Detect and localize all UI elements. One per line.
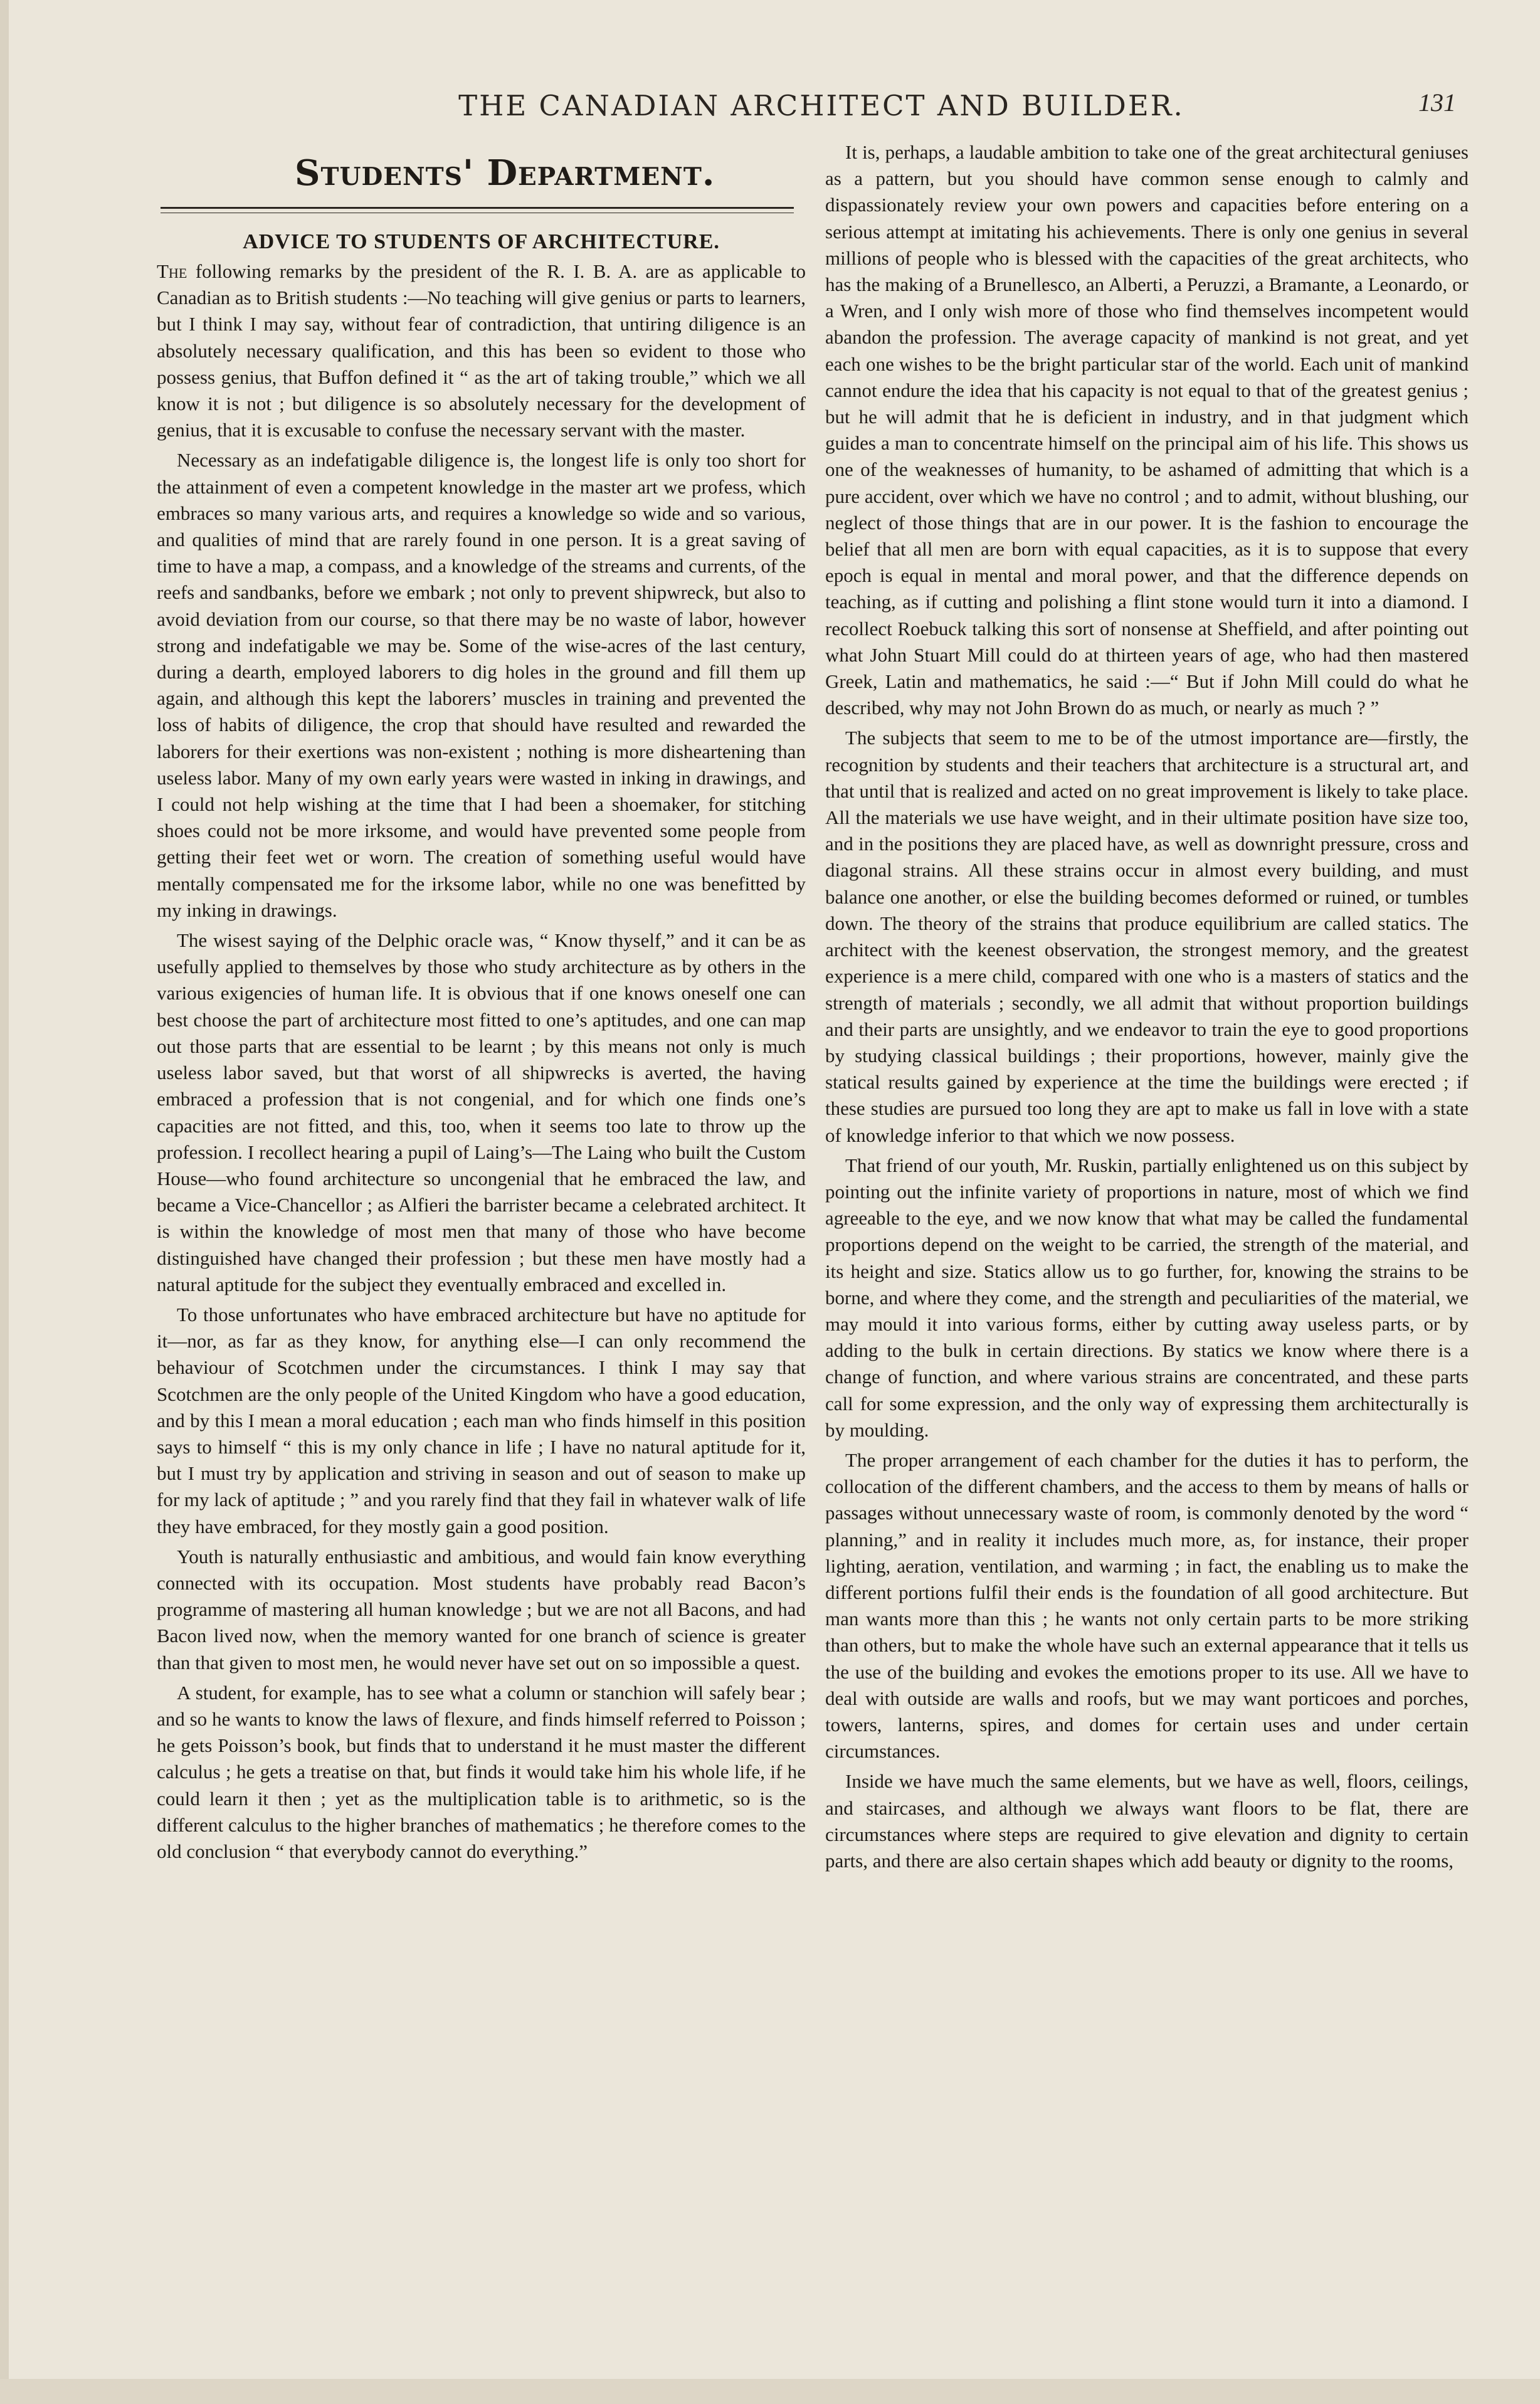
paragraph: It is, perhaps, a laudable ambition to take one of the great architectural geniuses as a pattern, but you should have common sense enough to calmly and dispassionately review your own powers and capacities before entering on a serious attempt at imitating his achievements. There is only one genius in several millions of people who is blessed with the capacities of the great architects, who has the making of a Brunellesco, an Alberti, a Peruzzi, a Bramante, a Leonardo, or a Wren, and I only wish more of those who find themselves incompetent would abandon the profession. The average capacity of mankind is not great, and yet each one wishes to be the bright particular star of the world. Each unit of mankind cannot endure the idea that his capacity is not equal to that of the greatest genius ; but he will admit that he is deficient in industry, and in that judgment which guides a man to concentrate himself on the principal aim of his life. This shows us one of the weaknesses of humanity, to be ashamed of admitting that which is a pure accident, over which we have no control ; and to admit, without blushing, our neglect of those things that are in our power. It is the fashion to encourage the belief that all men are born with equal capacities, as it is to suppose that every epoch is equal in mental and moral power, and that the difference depends on teaching, as if cutting and polishing a flint stone would turn it into a diamond. I recollect Roebuck talking this sort of nonsense at Sheffield, and after pointing out what John Stuart Mill could do at thirteen years of age, who had then mastered Greek, Latin and mathematics, he said :—“ But if John Mill could do what he described, why may not John Brown do as much, or nearly as much ? ” [825,141,1469,719]
paragraph: The proper arrangement of each chamber for the duties it has to perform, the collocation of the different chambers, and the access to them by means of halls or passages without unnecessary waste of room, is commonly denoted by the word “ planning,” and in reality it includes much more, as, for instance, their proper lighting, aeration, ventilation, and warming ; in fact, the enabling us to make the different portions fulfil their ends is the foundation of all good architecture. But man wants more than this ; he wants not only certain parts to be more striking than others, but to make the whole have such an external appearance that it tells us the use of the building and evokes the emotions proper to its use. All we have to deal with outside are walls and roofs, but we may want porticoes and porches, towers, lanterns, spires, and domes for certain uses and under certain circumstances. [825,1448,1469,1763]
paragraph: The subjects that seem to me to be of the utmost importance are—firstly, the recognition by students and their teachers that architecture is a structural art, and that until that is realized and acted on no great improvement is likely to take place. All the materials we use have weight, and in their ultimate position have size too, and in the positions they are placed have, as well as downright pressure, cross and diagonal strains. All these strains occur in almost every building, and must balance one another, or else the building becomes deformed or ruined, or tumbles down. The theory of the strains that produce equilibrium are called statics. The architect with the keenest observation, the strongest memory, and the greatest experience is a mere child, compared with one who is a masters of statics and the strength of materials ; secondly, we all admit that without proportion buildings and their parts are unsightly, and we endeavor to train the eye to good proportions by studying classical buildings ; their proportions, however, mainly give the statical results gained by experience at the time the buildings were erected ; if these studies are pursued too long they are apt to make us fall in love with a state of knowledge inferior to that which we now possess. [825,727,1469,1146]
page-number: 131 [1418,88,1456,117]
running-head: THE CANADIAN ARCHITECT AND BUILDER. [458,89,1184,122]
paragraph-text: following remarks by the president of the R. I. B. A. are as applicable to Canadian as to British students :—No teaching will give genius or parts to learners, but I think I may say, without fear of contradiction, that untiring diligence is an absolutely necessary qualification, and this has been so evident to those who possess genius, that Buffon defined it “ as the art of taking trouble,” which we all know it is not ; but diligence is so absolutely necessary for the development of genius, that it is excusable to confuse the necessary servant with the master. [157,260,806,441]
article-title: ADVICE TO STUDENTS OF ARCHITECTURE. [243,230,720,253]
lead-word: The [157,260,187,282]
paragraph: To those unfortunates who have embraced architecture but have no aptitude for it—nor, as far as they know, for anything else—I can only recommend the behaviour of Scotchmen under the circumstances. I think I may say that Scotchmen are the only people of the United Kingdom who have a good education, and by this I mean a moral education ; each man who finds himself in this position says to himself “ this is my only chance in life ; I have no natural aptitude for it, but I must try by application and striving in season and out of season to make up for my lack of aptitude ; ” and you rarely find that they fail in whatever walk of life they have embraced, for they mostly gain a good position. [157,1303,806,1537]
page-binding-edge [0,0,9,2404]
paragraph: The wisest saying of the Delphic oracle was, “ Know thyself,” and it can be as usefully applied to themselves by those who study architecture as by others in the various exigencies of human life. It is obvious that if one knows oneself one can best choose the part of architecture most fitted to one’s aptitudes, and one can map out those parts that are essential to be learnt ; by this means not only is much useless labor saved, but that worst of all shipwrecks is averted, the having embraced a profession that is not congenial, and for which one finds one’s capacities are not fitted, and this, too, when it seems too late to throw up the profession. I recollect hearing a pupil of Laing’s—The Laing who built the Custom House—who found architecture so uncongenial that he embraced the law, and became a Vice-Chancellor ; as Alfieri the barrister became a celebrated architect. It is within the knowledge of most men that many of those who have become distinguished have changed their profession ; but these men have mostly had a natural aptitude for the subject they eventually embraced and excelled in. [157,929,806,1295]
paragraph [157,258,806,443]
paragraph: That friend of our youth, Mr. Ruskin, partially enlightened us on this subject by pointing out the infinite variety of proportions in nature, most of which we find agreeable to the eye, and we now know that what may be called the fundamental proportions depend on the weight to be carried, the strength of the material, and its height and size. Statics allow us to go further, for, knowing the strains to be borne, and where they come, and the strength and peculiarities of the material, we may mould it into various forms, either by cutting away useless parts, or by adding to the bulk in certain directions. By statics we know where there is a change of function, and where various strains are concentrated, and these parts call for some expression, and the only way of expressing them architecturally is by moulding. [825,1154,1469,1441]
paragraph: Necessary as an indefatigable diligence is, the longest life is only too short for the attainment of even a competent knowledge in the master art we profess, which embraces so many various arts, and requires a knowledge so wide and so various, and qualities of mind that are rarely found in one person. It is a great saving of time to have a map, a compass, and a knowledge of the streams and currents, of the reefs and sandbanks, before we embark ; not only to prevent shipwreck, but also to avoid deviation from our course, so that there may be no waste of labor, however strong and indefatigable we may be. Some of the wise-acres of the last century, during a dearth, employed laborers to dig holes in the ground and fill them up again, and although this kept the laborers’ muscles in training and prevented the loss of habits of diligence, the crop that should have resulted and rewarded the laborers for their exertions was non-existent ; nothing is more disheartening than useless labor. Many of my own early years were wasted in inking in drawings, and I could not help wishing at the time that I had been a shoemaker, for stitching shoes could not be more irksome, and would have prevented some people from getting their feet wet or worn. The creation of something useful would have mentally compensated me for the irksome labor, while no one was benefitted by my inking in drawings. [157,449,806,921]
title-rule-thick [161,207,794,209]
paragraph: A student, for example, has to see what a column or stanchion will safely bear ; and so he wants to know the laws of flexure, and finds himself referred to Poisson ; he gets Poisson’s book, but finds that to understand it he must master the different calculus ; he gets a treatise on that, but finds it would take him his whole life, if he could learn it then ; yet as the multiplication table is to arithmetic, so is the different calculus to the higher branches of mathematics ; he therefore comes to the old conclusion “ that everybody cannot do everything.” [157,1681,806,1862]
left-column [157,137,806,1869]
right-column [825,139,1469,1878]
paragraph: Inside we have much the same elements, but we have as well, floors, ceilings, and staircases, and although we always want floors to be flat, there are circumstances where steps are required to give elevation and dignity to certain parts, and there are also certain shapes which add beauty or dignity to the rooms, [825,1770,1469,1872]
paragraph: Youth is naturally enthusiastic and ambitious, and would fain know everything connected with its occupation. Most students have probably read Bacon’s programme of mastering all human knowledge ; but we are not all Bacons, and had Bacon lived now, when the memory wanted for one branch of science is greater than that given to most men, he would never have set out on so impossible a quest. [157,1545,806,1674]
page-bottom-edge [0,2379,1540,2404]
section-title: Students' Department. [295,152,715,194]
